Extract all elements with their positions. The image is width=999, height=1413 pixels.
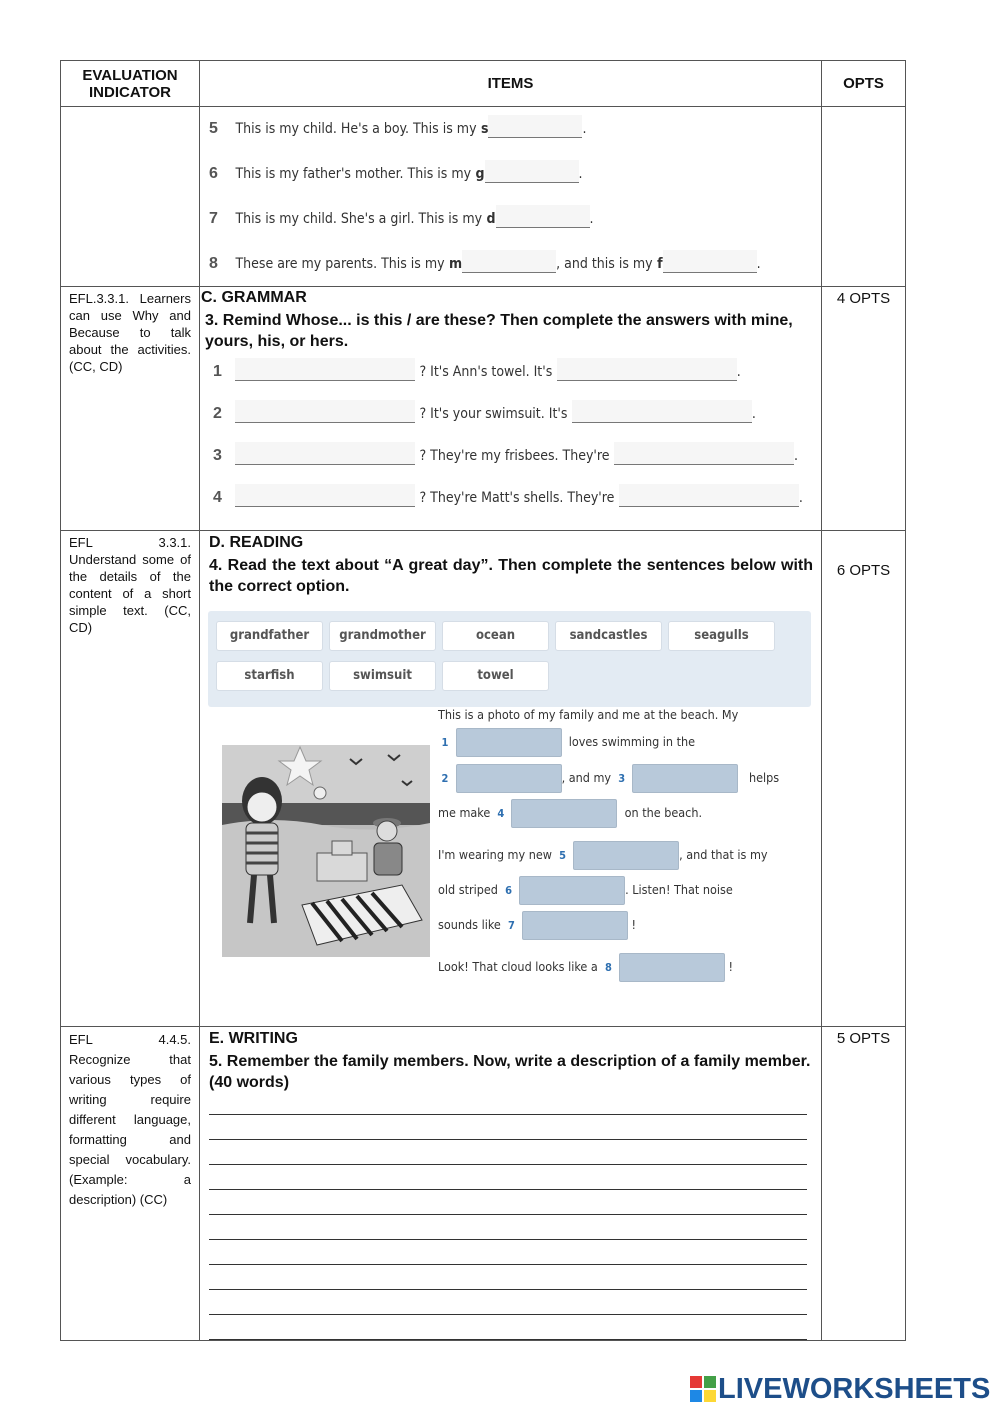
question-input[interactable]	[235, 400, 415, 423]
vocabulary-row	[61, 107, 906, 287]
answer-box-4[interactable]	[511, 799, 617, 828]
header-row	[61, 61, 906, 107]
vocab-item-8: 8 These are my parents. This is my m , and this is my f .	[209, 250, 821, 273]
word-chip[interactable]: seagulls	[668, 621, 775, 651]
writing-row	[61, 1027, 906, 1341]
writing-opts: 5 OPTS	[822, 1027, 906, 1341]
writing-instruction: 5. Remember the family members. Now, write a description of a family member. (40 words)	[209, 1053, 811, 1091]
liveworksheets-logo-icon	[690, 1376, 716, 1402]
question-input[interactable]	[235, 358, 415, 381]
grammar-item-1: 1 ? It's Ann's towel. It's .	[213, 358, 821, 400]
answer-box-5[interactable]	[573, 841, 679, 870]
answer-box-1[interactable]	[456, 728, 562, 757]
grammar-opts: 4 OPTS	[822, 287, 906, 531]
word-chip[interactable]: grandfather	[216, 621, 323, 651]
answer-box-3[interactable]	[632, 764, 738, 793]
answer-box-2[interactable]	[456, 764, 562, 793]
answer-input[interactable]	[462, 250, 556, 273]
answer-input[interactable]	[619, 484, 799, 507]
word-chip[interactable]: starfish	[216, 661, 323, 691]
grammar-title: C. GRAMMAR	[201, 289, 307, 306]
reading-opts: 6 OPTS	[822, 531, 906, 1027]
word-chip[interactable]: swimsuit	[329, 661, 436, 691]
word-bank	[208, 611, 811, 707]
reading-indicator: EFL 3.3.1. Understand some of the details of the content of a short simple text. (CC, CD)	[61, 531, 200, 1027]
word-chip[interactable]: towel	[442, 661, 549, 691]
vocab-item-5: 5 This is my child. He's a boy. This is my s .	[209, 115, 821, 160]
answer-input[interactable]	[488, 115, 582, 138]
vocab-item-7: 7 This is my child. She's a girl. This is my d .	[209, 205, 821, 250]
question-input[interactable]	[235, 442, 415, 465]
writing-indicator: EFL 4.4.5. Recognize that various types of writing require different language, formatting and special vocabulary. (Example: a description) (CC)	[61, 1027, 200, 1341]
grammar-row	[61, 287, 906, 531]
answer-box-7[interactable]	[522, 911, 628, 940]
word-chip[interactable]: sandcastles	[555, 621, 662, 651]
answer-input[interactable]	[572, 400, 752, 423]
answer-input[interactable]	[663, 250, 757, 273]
answer-box-6[interactable]	[519, 876, 625, 905]
grammar-indicator: EFL.3.3.1. Learners can use Why and Because to talk about the activities. (CC, CD)	[61, 287, 200, 531]
grammar-item-2: 2 ? It's your swimsuit. It's .	[213, 400, 821, 442]
vocab-item-6: 6 This is my father's mother. This is my g .	[209, 160, 821, 205]
reading-story: This is a photo of my family and me at the beach. My 1 loves swimming in the 2 , and my 3 helps me make 4 on the beach. I'm wearing my new 5 , and that is my old striped 6 . Listen! That noise sounds like 7 ! Look! That cloud looks like a 8 !	[438, 707, 779, 982]
writing-area[interactable]	[200, 1090, 821, 1340]
reading-title: D. READING	[209, 534, 304, 551]
reading-instruction: 4. Read the text about “A great day”. Then complete the sentences below with the correct option.	[209, 557, 813, 595]
liveworksheets-logo-text: LIVEWORKSHEETS	[718, 1372, 991, 1405]
grammar-instruction: 3. Remind Whose... is this / are these? Then complete the answers with mine, yours, his, or hers.	[205, 312, 793, 350]
reading-row	[61, 531, 906, 1027]
answer-input[interactable]	[557, 358, 737, 381]
answer-input[interactable]	[485, 160, 579, 183]
worksheet-table	[60, 60, 906, 1341]
header-indicator: EVALUATION INDICATOR	[61, 61, 200, 107]
liveworksheets-logo	[690, 1372, 990, 1406]
answer-input[interactable]	[614, 442, 794, 465]
header-opts: OPTS	[822, 61, 906, 107]
writing-title: E. WRITING	[209, 1030, 298, 1047]
grammar-item-3: 3 ? They're my frisbees. They're .	[213, 442, 821, 484]
grammar-item-4: 4 ? They're Matt's shells. They're .	[213, 484, 821, 507]
question-input[interactable]	[235, 484, 415, 507]
beach-illustration	[222, 745, 430, 957]
word-chip[interactable]: ocean	[442, 621, 549, 651]
word-chip[interactable]: grandmother	[329, 621, 436, 651]
answer-box-8[interactable]	[619, 953, 725, 982]
header-items: ITEMS	[200, 61, 822, 107]
answer-input[interactable]	[496, 205, 590, 228]
